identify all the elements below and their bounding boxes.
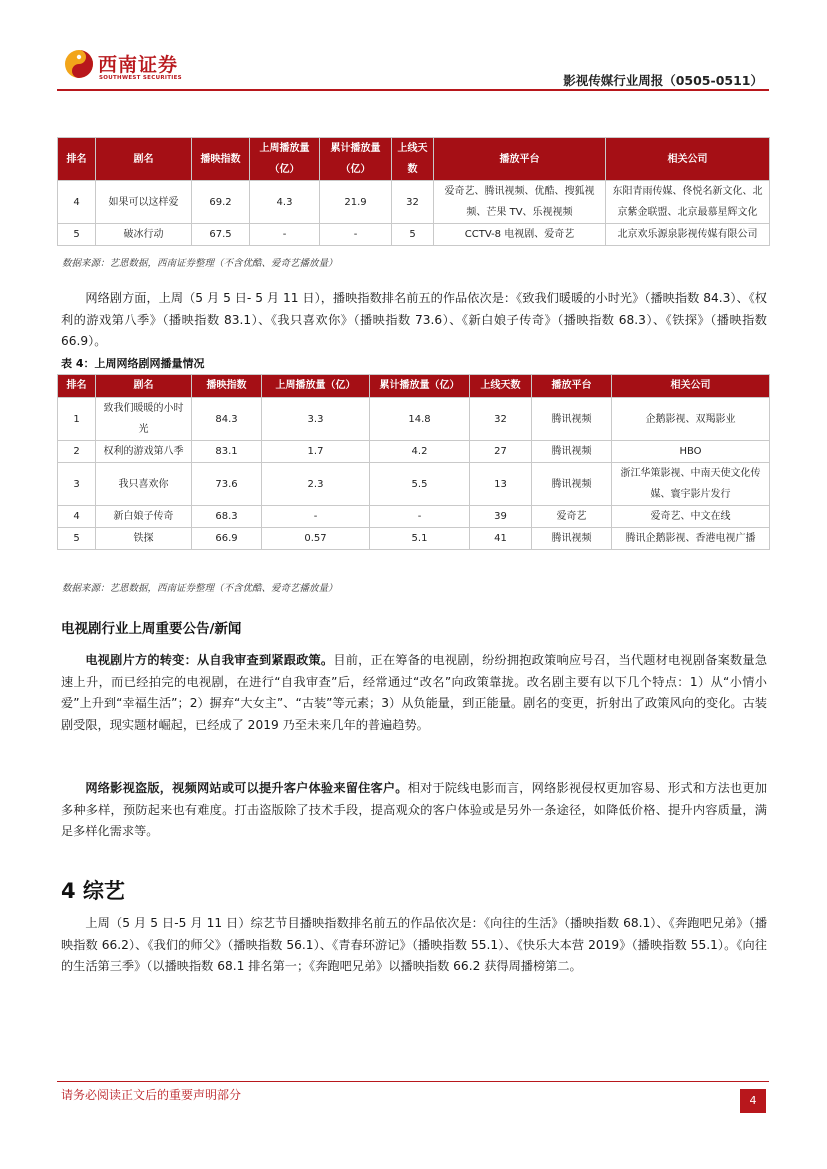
cell-rank: 1 xyxy=(58,398,96,441)
header-title: 剧名 xyxy=(96,138,192,181)
cell-company: 企鹅影视、双羯影业 xyxy=(612,398,770,441)
cell-company: 爱奇艺、中文在线 xyxy=(612,506,770,528)
cell-platform: 爱奇艺 xyxy=(532,506,612,528)
cell-rank: 5 xyxy=(58,224,96,246)
cell-days: 27 xyxy=(470,441,532,463)
tv-news-item-2 xyxy=(61,778,767,843)
cell-days: 32 xyxy=(392,181,434,224)
cell-days: 32 xyxy=(470,398,532,441)
table-source-note: 数据来源：艺恩数据，西南证券整理（不含优酷、爱奇艺播放量） xyxy=(62,258,338,269)
cell-platform: 腾讯视频 xyxy=(532,528,612,550)
cell-title: 权利的游戏第八季 xyxy=(96,441,192,463)
header-index: 播映指数 xyxy=(192,138,250,181)
cell-rank: 4 xyxy=(58,506,96,528)
cell-company: 北京欢乐源泉影视传媒有限公司 xyxy=(606,224,770,246)
cell-total-views: 5.5 xyxy=(370,463,470,506)
cell-platform: 腾讯视频 xyxy=(532,463,612,506)
cell-total-views: 21.9 xyxy=(320,181,392,224)
cell-weekly-views: - xyxy=(250,224,320,246)
cell-total-views: - xyxy=(320,224,392,246)
cell-weekly-views: 1.7 xyxy=(262,441,370,463)
variety-paragraph: 上周（5 月 5 日-5 月 11 日）综艺节目播映指数排名前五的作品依次是：《向往的生活》（播映指数 68.1）、《奔跑吧兄弟》（播映指数 66.2）、《我们的师父》（播映指数 56.1）、《青春环游记》（播映指数 55.1）、《快乐大本营 2019》（播映指数 55.1）。《向往的生活第三季》（以播映指数 68.1 排名第一；《奔跑吧兄弟》以播映指数 66.2 获得周播榜第二。 xyxy=(61,916,767,973)
tv-news-heading: 电视剧行业上周重要公告/新闻 xyxy=(61,621,242,637)
header-title: 剧名 xyxy=(96,375,192,398)
cell-days: 39 xyxy=(470,506,532,528)
cell-platform: 腾讯视频 xyxy=(532,398,612,441)
header-weekly-views: 上周播放量（亿） xyxy=(250,138,320,181)
cell-total-views: 14.8 xyxy=(370,398,470,441)
cell-rank: 3 xyxy=(58,463,96,506)
cell-company: 腾讯企鹅影视、香港电视广播 xyxy=(612,528,770,550)
cell-days: 13 xyxy=(470,463,532,506)
tv-drama-table xyxy=(57,137,770,246)
cell-index: 73.6 xyxy=(192,463,262,506)
header-company: 相关公司 xyxy=(612,375,770,398)
table-source-note: 数据来源：艺恩数据，西南证券整理（不含优酷、爱奇艺播放量） xyxy=(62,583,338,594)
cell-company: HBO xyxy=(612,441,770,463)
cell-total-views: - xyxy=(370,506,470,528)
logo-chinese: 西南证券 xyxy=(98,54,179,76)
table-row xyxy=(58,506,770,528)
header-index: 播映指数 xyxy=(192,375,262,398)
page-number: 4 xyxy=(740,1089,766,1113)
cell-weekly-views: 4.3 xyxy=(250,181,320,224)
header-company: 相关公司 xyxy=(606,138,770,181)
header-total-views: 累计播放量（亿） xyxy=(370,375,470,398)
header-total-views: 累计播放量（亿） xyxy=(320,138,392,181)
web-drama-table xyxy=(57,374,770,550)
cell-platform: 腾讯视频 xyxy=(532,441,612,463)
header-days: 上线天数 xyxy=(470,375,532,398)
cell-total-views: 5.1 xyxy=(370,528,470,550)
cell-weekly-views: - xyxy=(262,506,370,528)
news-body: 相对于院线电影而言，网络影视侵权更加容易、形式和方法也更加多种多样，预防起来也有难度。打击盗版除了技术手段，提高观众的客户体验或是另外一条途径，如降低价格、提升内容质量，满足多样化需求等。 xyxy=(61,781,768,838)
header-days: 上线天数 xyxy=(392,138,434,181)
news-lead: 电视剧片方的转变：从自我审查到紧跟政策。 xyxy=(85,653,334,667)
cell-weekly-views: 0.57 xyxy=(262,528,370,550)
cell-rank: 4 xyxy=(58,181,96,224)
cell-index: 83.1 xyxy=(192,441,262,463)
cell-weekly-views: 3.3 xyxy=(262,398,370,441)
cell-title: 如果可以这样爱 xyxy=(96,181,192,224)
report-title: 影视传媒行业周报（0505-0511） xyxy=(563,73,763,88)
footer-divider xyxy=(57,1081,769,1082)
logo-english: SOUTHWEST SECURITIES xyxy=(99,75,182,81)
cell-title: 我只喜欢你 xyxy=(96,463,192,506)
cell-index: 69.2 xyxy=(192,181,250,224)
cell-title: 铁探 xyxy=(96,528,192,550)
cell-rank: 2 xyxy=(58,441,96,463)
cell-platform: 爱奇艺、腾讯视频、优酷、搜狐视频、芒果 TV、乐视视频 xyxy=(434,181,606,224)
cell-index: 67.5 xyxy=(192,224,250,246)
cell-index: 66.9 xyxy=(192,528,262,550)
table-row xyxy=(58,224,770,246)
cell-title: 致我们暖暖的小时光 xyxy=(96,398,192,441)
header-platform: 播放平台 xyxy=(434,138,606,181)
web-drama-paragraph: 网络剧方面，上周（5 月 5 日- 5 月 11 日），播映指数排名前五的作品依次是：《致我们暖暖的小时光》（播映指数 84.3）、《权利的游戏第八季》（播映指数 83.1）、《我只喜欢你》（播映指数 73.6）、《新白娘子传奇》（播映指数 68.3）、《铁探》（播映指数 66.9）。 xyxy=(61,291,767,348)
cell-platform: CCTV-8 电视剧、爱奇艺 xyxy=(434,224,606,246)
tv-news-item-1 xyxy=(61,650,767,736)
cell-rank: 5 xyxy=(58,528,96,550)
table-caption: 表 4：上周网络剧网播量情况 xyxy=(61,357,205,370)
table-header-row xyxy=(58,375,770,398)
footer-disclaimer: 请务必阅读正文后的重要声明部分 xyxy=(61,1088,242,1102)
table-row xyxy=(58,441,770,463)
table-row xyxy=(58,181,770,224)
news-lead: 网络影视盗版，视频网站或可以提升客户体验来留住客户。 xyxy=(85,781,408,795)
cell-days: 5 xyxy=(392,224,434,246)
header-rank: 排名 xyxy=(58,138,96,181)
header-rank: 排名 xyxy=(58,375,96,398)
section-heading: 4 综艺 xyxy=(61,879,125,903)
logo-icon xyxy=(64,49,94,79)
header-platform: 播放平台 xyxy=(532,375,612,398)
cell-weekly-views: 2.3 xyxy=(262,463,370,506)
table-row xyxy=(58,463,770,506)
cell-title: 破冰行动 xyxy=(96,224,192,246)
table-header-row xyxy=(58,138,770,181)
cell-days: 41 xyxy=(470,528,532,550)
cell-company: 东阳青雨传媒、佟悦名新文化、北京紫金联盟、北京最慕星辉文化 xyxy=(606,181,770,224)
cell-index: 84.3 xyxy=(192,398,262,441)
cell-title: 新白娘子传奇 xyxy=(96,506,192,528)
table-row xyxy=(58,398,770,441)
news-body: 目前，正在筹备的电视剧，纷纷拥抱政策响应号召，当代题材电视剧备案数量急速上升，而已经拍完的电视剧，在进行“自我审查”后，经常通过“改名”向政策靠拢。改名剧主要有以下几个特点：1）从“小情小爱”上升到“幸福生活”；2）摒弃“大女主”、“古装”等元素；3）从负能量，到正能量。剧名的变更，折射出了政策风向的变化。古装剧受限，现实题材崛起，已经成了 2019 乃至未来几年的普遍趋势。 xyxy=(61,653,768,732)
cell-total-views: 4.2 xyxy=(370,441,470,463)
header-weekly-views: 上周播放量（亿） xyxy=(262,375,370,398)
cell-index: 68.3 xyxy=(192,506,262,528)
header-divider xyxy=(57,89,769,91)
cell-company: 浙江华策影视、中南天使文化传媒、寰宇影片发行 xyxy=(612,463,770,506)
table-row xyxy=(58,528,770,550)
